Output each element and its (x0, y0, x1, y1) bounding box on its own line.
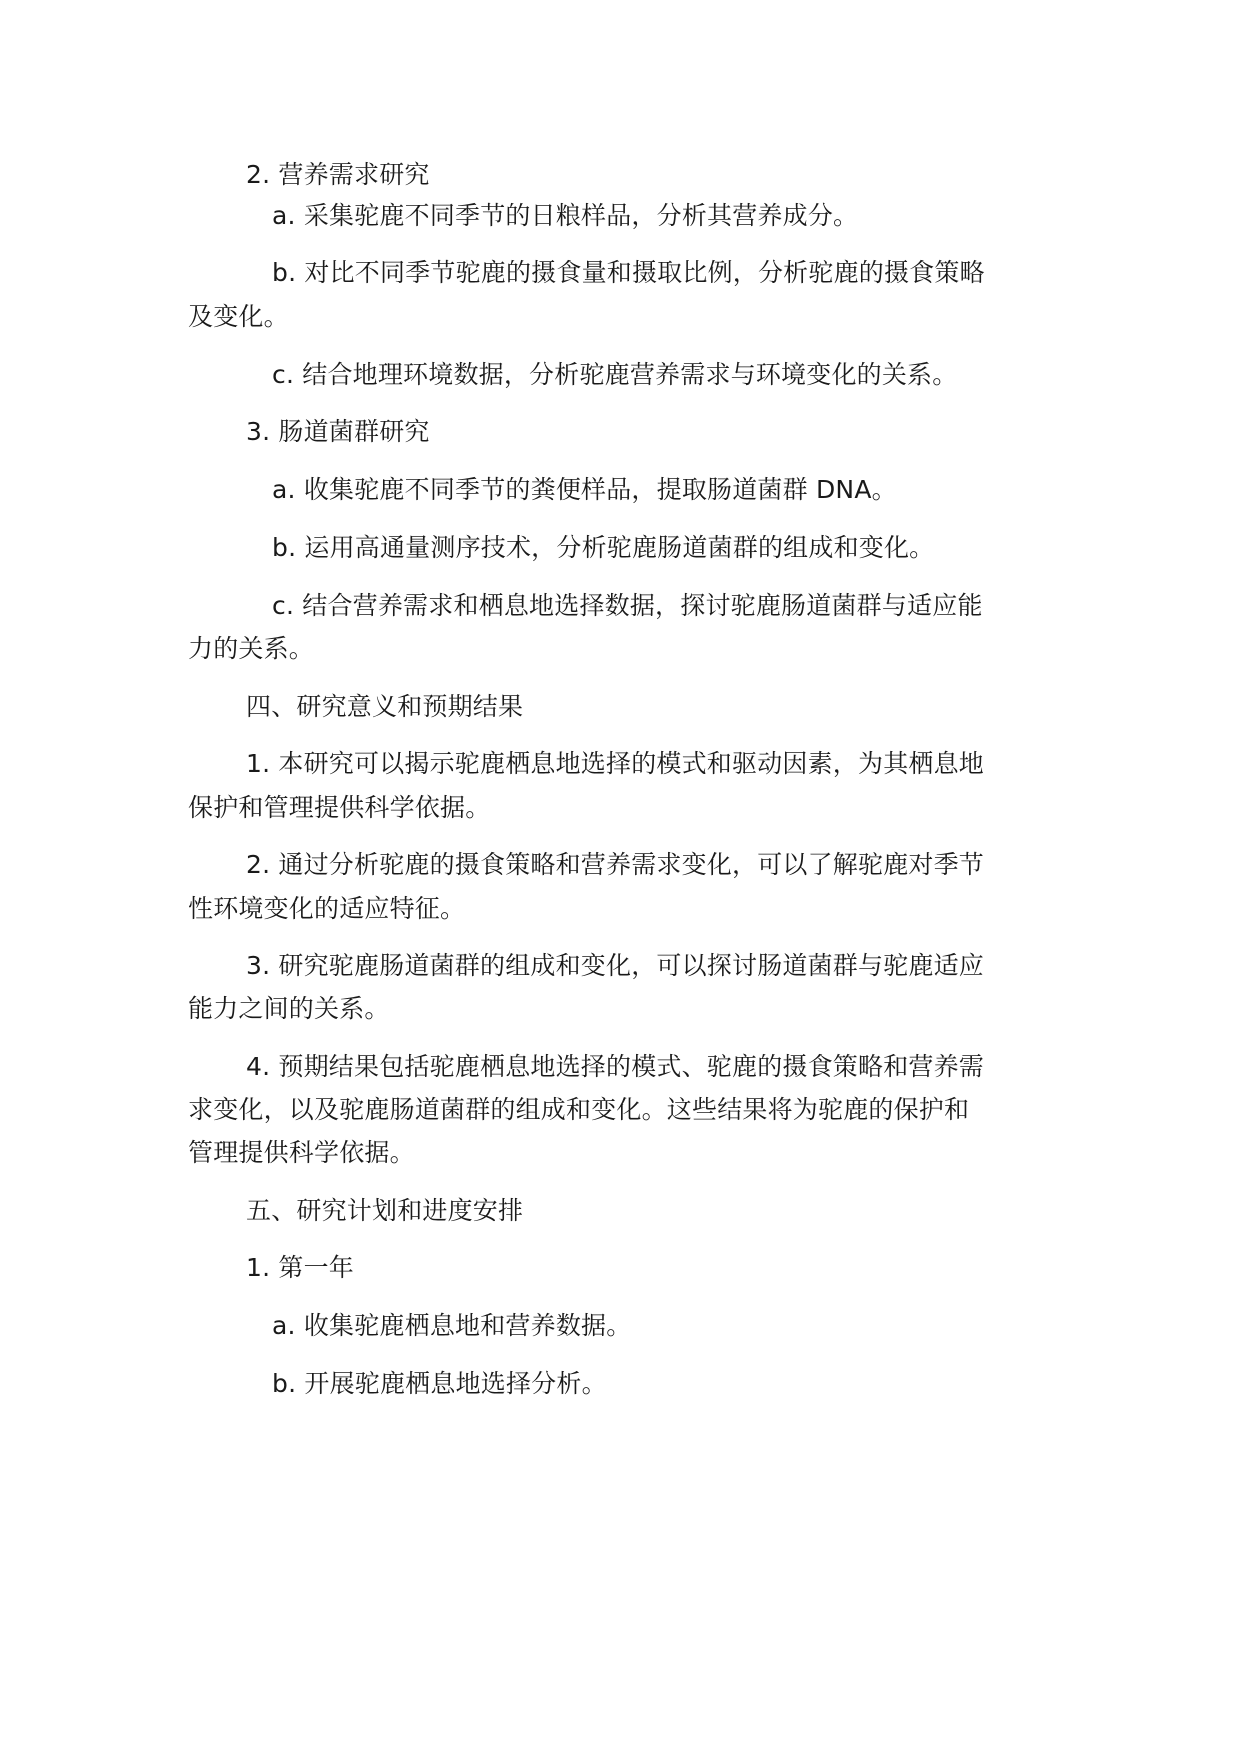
paragraph-line: 1. 本研究可以揭示驼鹿栖息地选择的模式和驱动因素，为其栖息地 (246, 749, 985, 778)
list-item-continuation: 及变化。 (188, 302, 289, 331)
list-item: b. 开展驼鹿栖息地选择分析。 (272, 1369, 607, 1398)
list-item-continuation: 力的关系。 (188, 634, 315, 663)
section-heading-significance: 四、研究意义和预期结果 (246, 692, 524, 721)
list-item: c. 结合地理环境数据，分析驼鹿营养需求与环境变化的关系。 (272, 360, 958, 389)
paragraph-line: 求变化，以及驼鹿肠道菌群的组成和变化。这些结果将为驼鹿的保护和 (188, 1095, 970, 1124)
paragraph-line: 管理提供科学依据。 (188, 1138, 415, 1167)
paragraph-line: 保护和管理提供科学依据。 (188, 793, 491, 822)
heading-nutrition-research: 2. 营养需求研究 (246, 160, 430, 189)
paragraph-line: 能力之间的关系。 (188, 994, 390, 1023)
heading-gut-microbiota-research: 3. 肠道菌群研究 (246, 417, 430, 446)
list-item: a. 收集驼鹿栖息地和营养数据。 (272, 1311, 632, 1340)
list-item: a. 采集驼鹿不同季节的日粮样品，分析其营养成分。 (272, 201, 859, 230)
paragraph-line: 3. 研究驼鹿肠道菌群的组成和变化，可以探讨肠道菌群与驼鹿适应 (246, 951, 985, 980)
paragraph-line: 性环境变化的适应特征。 (188, 894, 466, 923)
list-item: c. 结合营养需求和栖息地选择数据，探讨驼鹿肠道菌群与适应能 (272, 591, 983, 620)
section-heading-plan: 五、研究计划和进度安排 (246, 1196, 524, 1225)
list-item: b. 运用高通量测序技术，分析驼鹿肠道菌群的组成和变化。 (272, 533, 935, 562)
paragraph-line: 2. 通过分析驼鹿的摄食策略和营养需求变化，可以了解驼鹿对季节 (246, 850, 985, 879)
heading-first-year: 1. 第一年 (246, 1253, 354, 1282)
list-item: b. 对比不同季节驼鹿的摄食量和摄取比例，分析驼鹿的摄食策略 (272, 258, 985, 287)
list-item: a. 收集驼鹿不同季节的粪便样品，提取肠道菌群 DNA。 (272, 475, 897, 504)
paragraph-line: 4. 预期结果包括驼鹿栖息地选择的模式、驼鹿的摄食策略和营养需 (246, 1052, 985, 1081)
